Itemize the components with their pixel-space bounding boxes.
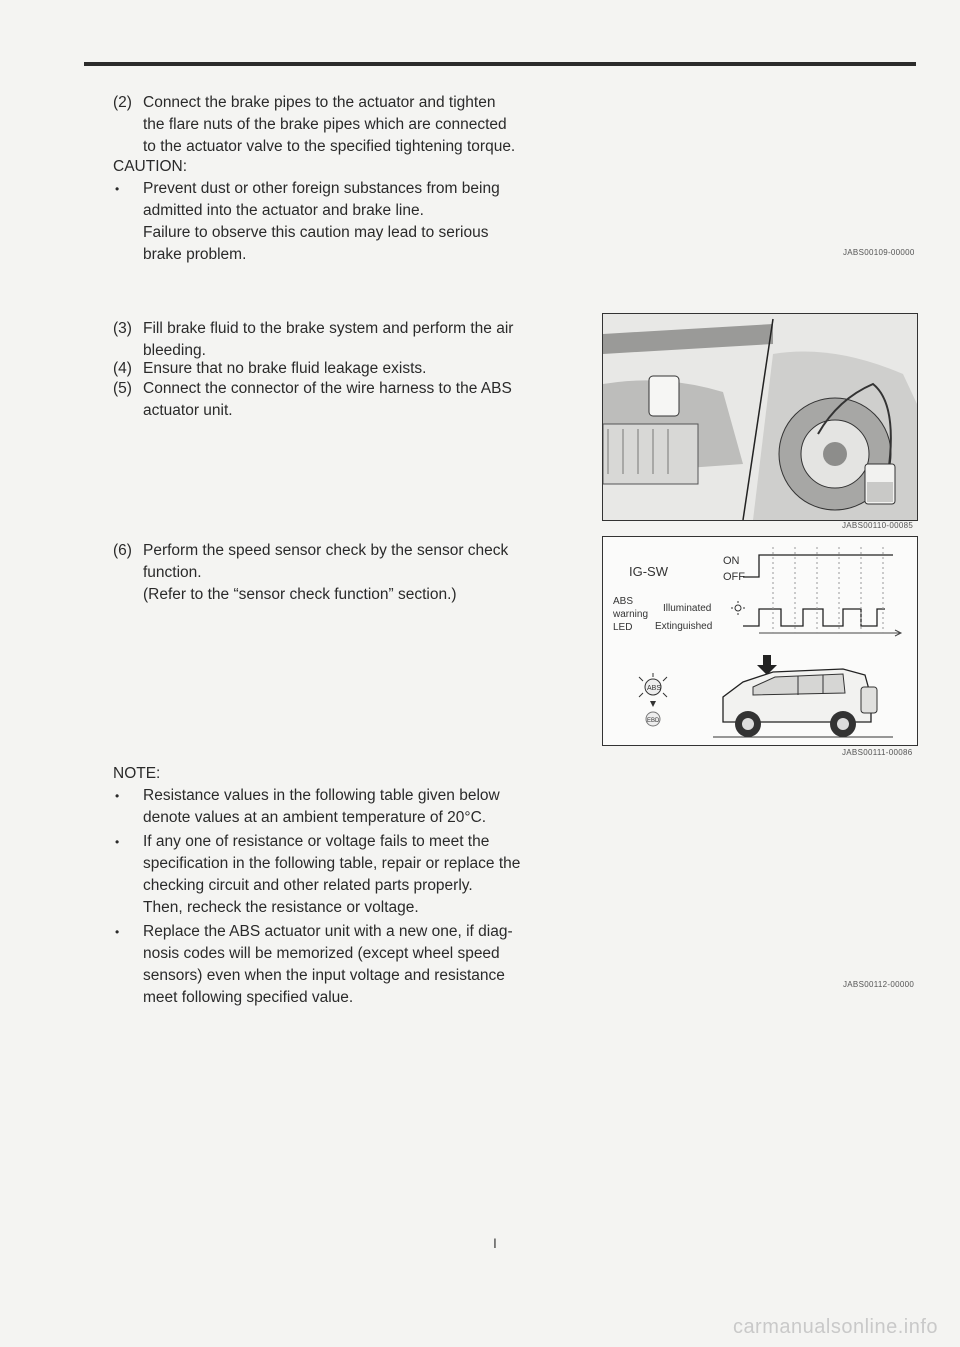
caution-ref-code: JABS00109-00000 <box>843 248 915 257</box>
step-2 <box>113 92 568 158</box>
step-5-line-1: Connect the connector of the wire harness to the ABS <box>143 380 512 397</box>
caution-list <box>113 178 568 268</box>
caution-line-3: Failure to observe this caution may lead to serious <box>143 224 489 241</box>
step-4-line-1: Ensure that no brake fluid leakage exists. <box>143 360 427 377</box>
note-2-line-2: specification in the following table, repair or replace the <box>143 855 521 872</box>
step-4 <box>113 358 568 380</box>
warning-label: warning <box>613 609 649 620</box>
sensor-check-figure-code: JABS00111-00086 <box>842 748 913 757</box>
abs-label: ABS <box>613 596 634 607</box>
note-2-line-3: checking circuit and other related parts properly. <box>143 877 473 894</box>
page-number: I <box>493 1235 497 1251</box>
step-3-line-2: bleeding. <box>143 342 206 359</box>
step-3 <box>113 318 568 362</box>
step-6-line-1: Perform the speed sensor check by the sensor check <box>143 542 509 559</box>
note-1-line-1: • Resistance values in the following table given below <box>143 787 500 804</box>
note-3-line-4: meet following specified value. <box>143 989 354 1006</box>
note-ref-code: JABS00112-00000 <box>843 980 915 989</box>
abs-lamp-text: ABS <box>647 685 662 692</box>
ig-sw-label: IG-SW <box>629 564 668 579</box>
extinguished-label: Extinguished <box>655 621 713 632</box>
caution-item <box>113 178 568 266</box>
note-3-line-3: sensors) even when the input voltage and resistance <box>143 967 505 984</box>
step-2-line-1: Connect the brake pipes to the actuator and tighten <box>143 94 496 111</box>
step-5-line-2: actuator unit. <box>143 402 233 419</box>
note-heading: NOTE: <box>113 765 161 782</box>
step-6-number: (6) <box>113 542 132 559</box>
step-6-line-2: function. <box>143 564 202 581</box>
note-2-line-4: Then, recheck the resistance or voltage. <box>143 899 419 916</box>
sensor-check-diagram <box>603 537 917 745</box>
caution-heading: CAUTION: <box>113 158 188 175</box>
illuminated-label: Illuminated <box>663 603 712 614</box>
header-rule <box>84 62 916 66</box>
step-5-number: (5) <box>113 380 132 397</box>
caution-line-1: • Prevent dust or other foreign substances from being <box>143 180 500 197</box>
step-6-line-3: (Refer to the “sensor check function” section.) <box>143 586 457 603</box>
on-label: ON <box>723 555 740 567</box>
step-3-number: (3) <box>113 320 132 337</box>
note-3-line-1: • Replace the ABS actuator unit with a new one, if diag- <box>143 923 513 940</box>
ebd-lamp-text: EBD <box>647 718 660 724</box>
note-list <box>113 785 568 1011</box>
watermark: carmanualsonline.info <box>732 1316 938 1338</box>
step-4-number: (4) <box>113 360 132 377</box>
bleeding-illustration <box>603 314 917 520</box>
step-3-line-1: Fill brake fluid to the brake system and perform the air <box>143 320 514 337</box>
step-5 <box>113 378 568 422</box>
caution-line-2: admitted into the actuator and brake line. <box>143 202 424 219</box>
led-label: LED <box>613 622 633 633</box>
note-item <box>113 831 568 919</box>
step-2-line-2: the flare nuts of the brake pipes which are connected <box>143 116 507 133</box>
note-item <box>113 921 568 1009</box>
bleeding-figure-code: JABS00110-00085 <box>842 521 914 530</box>
off-label: OFF <box>723 571 745 583</box>
step-2-line-3: to the actuator valve to the specified tightening torque. <box>143 138 516 155</box>
note-2-line-1: • If any one of resistance or voltage fails to meet the <box>143 833 490 850</box>
step-2-number: (2) <box>113 94 132 111</box>
caution-line-4: brake problem. <box>143 246 247 263</box>
bleeding-figure <box>602 313 918 521</box>
note-3-line-2: nosis codes will be memorized (except wheel speed <box>143 945 500 962</box>
ebd-warning-lamp-icon <box>646 712 660 726</box>
step-6 <box>113 540 568 606</box>
note-1-line-2: denote values at an ambient temperature of 20°C. <box>143 809 487 826</box>
sensor-check-figure <box>602 536 918 746</box>
note-item <box>113 785 568 829</box>
